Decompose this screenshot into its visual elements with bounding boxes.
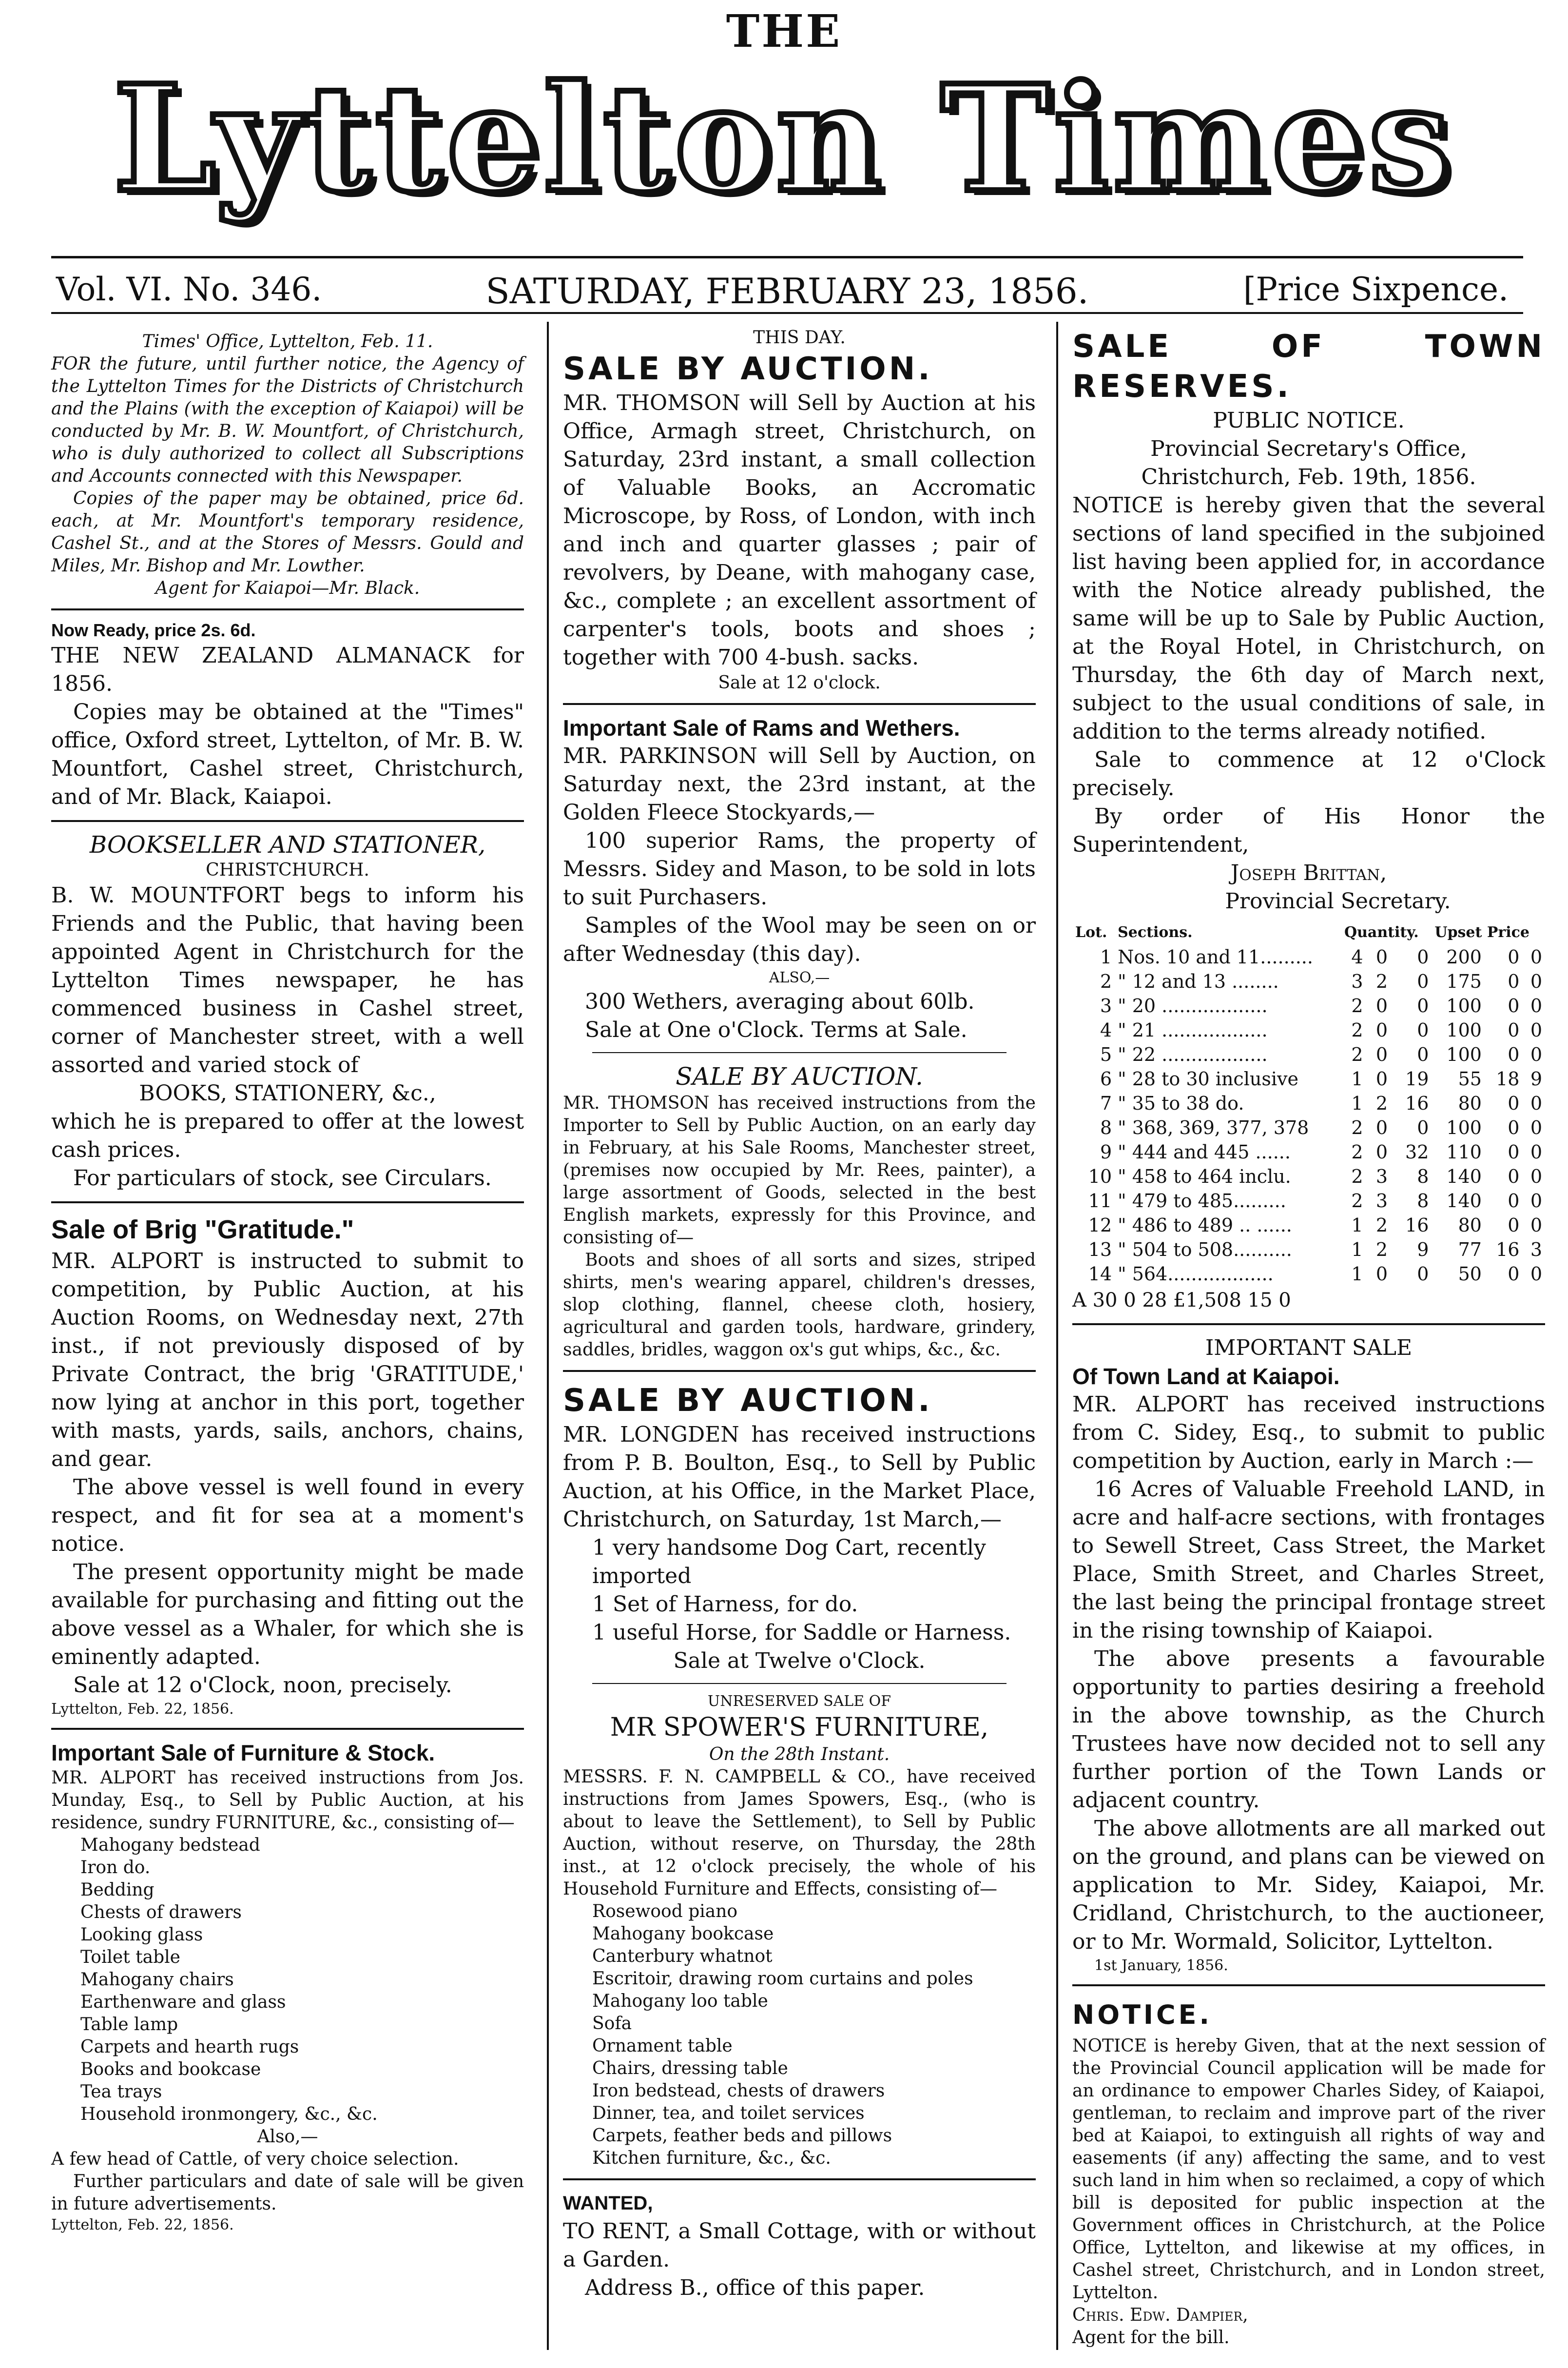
spower-items [592, 1900, 1036, 2170]
table-cell: 50 [1458, 1263, 1482, 1285]
table-row [1072, 1042, 1545, 1067]
list-item: Canterbury whatnot [592, 1946, 773, 1966]
table-cell: 140 [1446, 1166, 1482, 1187]
table-cell: " 22 .................. [1118, 1044, 1268, 1065]
lots-header-row [1072, 920, 1545, 945]
table-cell: 13 [1088, 1239, 1112, 1260]
list-item: 1 Set of Harness, for do. [592, 1592, 858, 1617]
lots-header-quantity: Quantity. [1344, 924, 1419, 941]
table-cell: 110 [1446, 1141, 1482, 1163]
table-row [1072, 1262, 1545, 1286]
table-cell: 80 [1458, 1093, 1482, 1114]
table-row [1072, 1164, 1545, 1189]
table-cell: 2 [1351, 1044, 1363, 1065]
spower-body: MESSRS. F. N. CAMPBELL & CO., have received instructions from James Spowers, Esq., (who is about to leave the Settlement), to Sell by Public Auction, without reserve, on Thursday, the 28th inst., at 12 o'clock precisely, the whole of his Household Furniture and Effects, consisting of— [563, 1767, 1036, 1899]
list-item: Mahogany loo table [592, 1991, 768, 2011]
rams-body: MR. PARKINSON will Sell by Auction, on Saturday next, the 23rd instant, at the Golden Fleece Stockyards,— [563, 744, 1036, 825]
table-cell: 4 [1100, 1019, 1112, 1041]
table-cell: 8 [1100, 1117, 1112, 1138]
table-cell: 0 [1375, 1263, 1388, 1285]
table-cell: 0 [1508, 971, 1520, 992]
table-cell: 100 [1446, 1019, 1482, 1041]
table-row [1072, 1067, 1545, 1091]
masthead-rule-bottom [51, 312, 1523, 314]
table-cell: 55 [1458, 1068, 1482, 1090]
price: [Price Sixpence. [1243, 271, 1509, 308]
table-cell: 0 [1530, 1044, 1542, 1065]
list-item: Chests of drawers [80, 1902, 242, 1922]
table-cell: 0 [1508, 1044, 1520, 1065]
list-item: Iron bedstead, chests of drawers [592, 2081, 885, 2101]
table-cell: 2 [1375, 971, 1388, 992]
goods-body: MR. THOMSON has received instructions from the Importer to Sell by Public Auction, on an early day in February, at his Sale Rooms, Manchester street, (premises now occupied by Mr. Rees, painter), a large assortment of Goods, selected in the best English markets, expressly for this Province, and consisting of— [563, 1093, 1036, 1248]
table-cell: Nos. 10 and 11......... [1118, 946, 1313, 968]
list-item: Sofa [592, 2014, 632, 2034]
list-item: Carpets and hearth rugs [80, 2037, 299, 2057]
river-notice [1072, 1995, 1545, 2349]
table-cell: 1 [1351, 1263, 1363, 1285]
list-item: Mahogany chairs [80, 1970, 234, 1990]
table-row [1072, 1213, 1545, 1237]
table-cell: 6 [1100, 1068, 1112, 1090]
kaiapoi-notice [1072, 1334, 1545, 1976]
table-row [1072, 945, 1545, 969]
furniture-date: Lyttelton, Feb. 22, 1856. [51, 2216, 234, 2233]
brig-p3: The present opportunity might be made available for purchasing and fitting out the above vessel as a Whaler, for which she is eminently adapted. [51, 1560, 524, 1669]
list-item: Mahogany bedstead [80, 1835, 260, 1855]
wanted-body: TO RENT, a Small Cottage, with or without a Garden. [563, 2219, 1036, 2272]
table-cell: 100 [1446, 995, 1482, 1017]
divider [51, 820, 524, 822]
table-cell: 2 [1375, 1214, 1388, 1236]
table-cell: 0 [1508, 1117, 1520, 1138]
table-cell: 3 [1375, 1166, 1388, 1187]
notice-body: NOTICE is hereby Given, that at the next session of the Provincial Council application will be made for an ordinance to empower Charles Sidey, of Kaiapoi, gentleman, to reclaim and improve part of the river bed at Kaiapoi, to extinguish all rights of way and easements (if any) affecting the same, and to vest such land in him when so reclaimed, a copy of which bill is deposited for public inspection at the Government offices in Christchurch, at the Police Office, Lyttelton, and likewise at my offices, in Cashel street, Christchurch, and in London street, Lyttelton. [1072, 2036, 1545, 2303]
table-cell: 0 [1375, 1117, 1388, 1138]
table-cell: 2 [1100, 971, 1112, 992]
furniture-further: Further particulars and date of sale will be given in future advertisements. [51, 2172, 524, 2214]
table-cell: 0 [1508, 1093, 1520, 1114]
kaiapoi-body: MR. ALPORT has received instructions from C. Sidey, Esq., to submit to public competition by Auction, early in March :— [1072, 1392, 1545, 1473]
spower-notice [563, 1692, 1036, 2170]
furniture-cattle: A few head of Cattle, of very choice selection. [51, 2149, 459, 2169]
table-row [1072, 1237, 1545, 1262]
wanted-notice [563, 2189, 1036, 2302]
table-cell: 11 [1088, 1190, 1112, 1212]
table-cell: 0 [1417, 995, 1429, 1017]
lots-header-price: Upset Price [1434, 924, 1529, 941]
table-cell: " 20 .................. [1118, 995, 1268, 1017]
table-cell: 0 [1530, 1214, 1542, 1236]
table-cell: 3 [1100, 995, 1112, 1017]
table-cell: " 486 to 489 .. ...... [1118, 1214, 1292, 1236]
list-item: Books and bookcase [80, 2059, 261, 2079]
table-cell: 0 [1417, 946, 1429, 968]
table-cell: " 35 to 38 do. [1118, 1093, 1244, 1114]
table-cell: 2 [1351, 1019, 1363, 1041]
table-cell: 0 [1508, 1214, 1520, 1236]
table-cell: 0 [1508, 1190, 1520, 1212]
bookseller-stock: BOOKS, STATIONERY, &c., [139, 1081, 436, 1106]
list-item: Household ironmongery, &c., &c. [80, 2104, 378, 2124]
table-cell: " 28 to 30 inclusive [1118, 1068, 1298, 1090]
table-cell: 0 [1508, 1166, 1520, 1187]
table-cell: " 458 to 464 inclu. [1118, 1166, 1291, 1187]
list-item: Kitchen furniture, &c., &c. [592, 2148, 831, 2168]
table-cell: " 444 and 445 ...... [1118, 1141, 1291, 1163]
table-cell: 0 [1530, 971, 1542, 992]
table-cell: 0 [1417, 1019, 1429, 1041]
furniture-body: MR. ALPORT has received instructions from Jos. Munday, Esq., to Sell by Public Auction, at his residence, sundry FURNITURE, &c., consisting of— [51, 1768, 524, 1833]
table-cell: 0 [1417, 1263, 1429, 1285]
table-cell: 0 [1508, 1141, 1520, 1163]
spower-sub: On the 28th Instant. [709, 1744, 890, 1764]
list-item: Iron do. [80, 1858, 151, 1878]
notice-title: NOTICE. [1072, 1999, 1213, 2030]
bookseller-body2: which he is prepared to offer at the lowest cash prices. [51, 1109, 524, 1162]
table-cell: 140 [1446, 1190, 1482, 1212]
agency-kaiapoi: Agent for Kaiapoi—Mr. Black. [155, 578, 420, 598]
table-cell: 18 [1496, 1068, 1520, 1090]
list-item: Carpets, feather beds and pillows [592, 2126, 892, 2146]
table-cell: " 504 to 508.......... [1118, 1239, 1292, 1260]
dogcart-body: MR. LONGDEN has received instructions from P. B. Boulton, Esq., to Sell by Public Auction, at his Office, in the Market Place, Christchurch, on Saturday, 1st March,— [563, 1422, 1036, 1532]
volume-number: Vol. VI. No. 346. [56, 271, 322, 308]
kaiapoi-date: 1st January, 1856. [1094, 1957, 1228, 1974]
table-cell: 2 [1351, 1141, 1363, 1163]
table-cell: 16 [1405, 1214, 1429, 1236]
column-separator-2 [1056, 322, 1058, 2350]
divider [563, 1370, 1036, 1372]
table-cell: 0 [1530, 1141, 1542, 1163]
brig-body: MR. ALPORT is instructed to submit to competition, by Public Auction, at his Auction Rooms, on Wednesday next, 27th inst., if not previously disposed of by Private Contract, the brig 'GRATITUDE,' now lying at anchor in this port, together with masts, yards, sails, anchors, chains, and gear. [51, 1249, 524, 1471]
table-cell: 1 [1100, 946, 1112, 968]
goods-title: SALE BY AUCTION. [676, 1062, 923, 1091]
list-item: Dinner, tea, and toilet services [592, 2103, 865, 2123]
table-cell: 3 [1351, 971, 1363, 992]
table-cell: 1 [1351, 1239, 1363, 1260]
agency-place: Times' Office, Lyttelton, Feb. 11. [142, 332, 433, 352]
table-cell: 0 [1375, 946, 1388, 968]
table-cell: 0 [1375, 995, 1388, 1017]
agency-notice [51, 331, 524, 600]
books-notice [563, 327, 1036, 694]
table-cell: 0 [1530, 1263, 1542, 1285]
rams-notice [563, 714, 1036, 1044]
lots-header-sections: Sections. [1118, 924, 1193, 941]
furniture-also: Also,— [257, 2127, 318, 2147]
table-cell: 9 [1100, 1141, 1112, 1163]
table-cell: 1 [1351, 1068, 1363, 1090]
table-cell: 0 [1375, 1068, 1388, 1090]
rams-also: ALSO,— [769, 969, 830, 986]
bookseller-notice [51, 831, 524, 1193]
divider [563, 703, 1036, 705]
list-item: 1 useful Horse, for Saddle or Harness. [592, 1620, 1011, 1645]
books-kicker: THIS DAY. [753, 328, 846, 348]
reserves-title: SALE OF TOWN RESERVES. [1072, 329, 1545, 405]
table-cell: 0 [1417, 1044, 1429, 1065]
reserves-total: A 30 0 28 £1,508 15 0 [1072, 1289, 1291, 1311]
table-cell: 80 [1458, 1214, 1482, 1236]
brig-p4: Sale at 12 o'Clock, noon, precisely. [73, 1673, 452, 1698]
divider [592, 1683, 1007, 1684]
table-cell: 0 [1417, 971, 1429, 992]
wanted-address: Address B., office of this paper. [585, 2275, 925, 2300]
lots-table-body [1072, 945, 1545, 1286]
reserves-p3: By order of His Honor the Superintendent, [1072, 804, 1545, 857]
table-cell: 0 [1417, 1117, 1429, 1138]
table-cell: 2 [1351, 1166, 1363, 1187]
brig-notice [51, 1212, 524, 1719]
lots-header-lot: Lot. [1075, 924, 1107, 941]
divider [563, 2178, 1036, 2180]
bookseller-title: BOOKSELLER AND STATIONER, [89, 831, 486, 859]
books-body: MR. THOMSON will Sell by Auction at his Office, Armagh street, Christchurch, on Saturday, 23rd instant, a small collection of Valuable Books, an Accromatic Microscope, by Ross, of London, with inch and inch and quarter glasses ; pair of revolvers, by Deane, with mahogany case, &c., complete ; an excellent assortment of carpenter's tools, boots and shoes ; together with 700 4-bush. sacks. [563, 391, 1036, 670]
reserves-sub: PUBLIC NOTICE. [1213, 408, 1405, 433]
table-cell: 1 [1351, 1093, 1363, 1114]
table-row [1072, 1140, 1545, 1164]
bookseller-body3: For particulars of stock, see Circulars. [73, 1166, 492, 1191]
table-row [1072, 1116, 1545, 1140]
table-cell: 0 [1508, 995, 1520, 1017]
reserves-office: Provincial Secretary's Office, [1150, 436, 1467, 461]
list-item: Earthenware and glass [80, 1992, 286, 2012]
table-cell: 0 [1508, 946, 1520, 968]
kaiapoi-p3: The above presents a favourable opportunity to parties desiring a freehold in the above township, as the Church Trustees have now decided not to sell any further portion of the Town Lands or adjacent country. [1072, 1646, 1545, 1813]
spower-kicker: UNRESERVED SALE OF [707, 1693, 891, 1710]
kaiapoi-kicker: IMPORTANT SALE [1205, 1335, 1413, 1360]
list-item: Toilet table [80, 1947, 180, 1967]
reserves-sig2: Provincial Secretary. [1225, 889, 1451, 914]
masthead-title-text: Lyttelton Times [113, 53, 1455, 225]
brig-date: Lyttelton, Feb. 22, 1856. [51, 1701, 234, 1718]
table-cell: 8 [1417, 1166, 1429, 1187]
rams-p5: Sale at One o'Clock. Terms at Sale. [585, 1018, 968, 1042]
masthead-rule-top [51, 256, 1523, 258]
reserves-notice [1072, 327, 1545, 1314]
table-cell: 2 [1375, 1239, 1388, 1260]
table-cell: 12 [1088, 1214, 1112, 1236]
list-item: Chairs, dressing table [592, 2058, 788, 2078]
dogcart-title: SALE BY AUCTION. [563, 1383, 933, 1419]
table-cell: 19 [1405, 1068, 1429, 1090]
divider [51, 1728, 524, 1730]
rams-title: Important Sale of Rams and Wethers. [563, 715, 960, 741]
table-cell: 32 [1405, 1141, 1429, 1163]
list-item: Escritoir, drawing room curtains and poles [592, 1969, 973, 1989]
table-cell: 9 [1417, 1239, 1429, 1260]
table-cell: 0 [1530, 1190, 1542, 1212]
masthead-title [10, 53, 1558, 225]
table-cell: 175 [1446, 971, 1482, 992]
table-cell: 0 [1375, 1141, 1388, 1163]
spower-title: MR SPOWER'S FURNITURE, [610, 1713, 989, 1742]
table-row [1072, 969, 1545, 994]
furniture-notice [51, 1739, 524, 2235]
rams-p4: 300 Wethers, averaging about 60lb. [585, 989, 975, 1014]
table-cell: 100 [1446, 1117, 1482, 1138]
reserves-sig: Joseph Brittan, [1230, 861, 1387, 885]
list-item: Tea trays [80, 2082, 162, 2102]
table-cell: " 368, 369, 377, 378 [1118, 1117, 1309, 1138]
table-cell: 0 [1508, 1019, 1520, 1041]
column-separator-1 [547, 322, 549, 2350]
column-2 [563, 322, 1036, 2360]
table-cell: 2 [1351, 995, 1363, 1017]
wanted-title: WANTED, [563, 2192, 653, 2214]
table-cell: 0 [1530, 995, 1542, 1017]
table-cell: 200 [1446, 946, 1482, 968]
table-cell: 0 [1530, 1166, 1542, 1187]
rams-p2: 100 superior Rams, the property of Messrs. Sidey and Mason, to be sold in lots to suit Purchasers. [563, 828, 1036, 910]
dogcart-notice [563, 1381, 1036, 1675]
divider [51, 1201, 524, 1203]
books-time: Sale at 12 o'clock. [718, 673, 881, 693]
notice-sig: Chris. Edw. Dampier, [1072, 2305, 1248, 2325]
table-cell: 0 [1530, 1019, 1542, 1041]
almanack-title: THE NEW ZEALAND ALMANACK for 1856. [51, 643, 524, 696]
list-item: Mahogany bookcase [592, 1924, 774, 1944]
kaiapoi-title: Of Town Land at Kaiapoi. [1072, 1364, 1340, 1389]
furniture-items [80, 1834, 524, 2126]
dogcart-items [592, 1534, 1036, 1647]
table-cell: 16 [1405, 1093, 1429, 1114]
table-cell: 16 [1496, 1239, 1520, 1260]
table-cell: 0 [1375, 1044, 1388, 1065]
table-row [1072, 1018, 1545, 1042]
table-cell: 1 [1351, 1214, 1363, 1236]
bookseller-place: CHRISTCHURCH. [206, 860, 369, 880]
table-cell: 9 [1530, 1068, 1542, 1090]
issue-date: SATURDAY, FEBRUARY 23, 1856. [485, 271, 1089, 312]
table-cell: 8 [1417, 1190, 1429, 1212]
divider [1072, 1984, 1545, 1986]
table-cell: 7 [1100, 1093, 1112, 1114]
column-3 [1072, 322, 1545, 2360]
table-cell: 0 [1375, 1019, 1388, 1041]
table-cell: 4 [1351, 946, 1363, 968]
table-row [1072, 994, 1545, 1018]
almanack-ready: Now Ready, price 2s. 6d. [51, 620, 256, 640]
goods-p2: Boots and shoes of all sorts and sizes, striped shirts, men's wearing apparel, children's dresses, slop clothing, flannel, cheese cloth, hosiery, agricultural and garden tools, hardware, grindery, saddles, bridles, waggon ox's gut whips, &c., &c. [563, 1250, 1036, 1360]
table-cell: 0 [1530, 946, 1542, 968]
list-item: Table lamp [80, 2015, 178, 2035]
table-cell: 2 [1375, 1093, 1388, 1114]
notice-sig2: Agent for the bill. [1072, 2328, 1230, 2348]
lots-table [1072, 920, 1545, 1286]
dogcart-time: Sale at Twelve o'Clock. [673, 1648, 926, 1673]
table-cell: 14 [1088, 1263, 1112, 1285]
brig-title: Sale of Brig "Gratitude." [51, 1215, 354, 1244]
table-cell: " 479 to 485......... [1118, 1190, 1286, 1212]
table-cell: 100 [1446, 1044, 1482, 1065]
rams-p3: Samples of the Wool may be seen on or after Wednesday (this day). [563, 913, 1036, 966]
almanack-notice [51, 619, 524, 811]
divider [1072, 1323, 1545, 1325]
list-item: Bedding [80, 1880, 155, 1900]
reserves-p2: Sale to commence at 12 o'Clock precisely. [1072, 747, 1545, 801]
table-cell: " 12 and 13 ........ [1118, 971, 1279, 992]
table-cell: 0 [1530, 1117, 1542, 1138]
table-cell: 3 [1375, 1190, 1388, 1212]
list-item: Ornament table [592, 2036, 733, 2056]
table-cell: 5 [1100, 1044, 1112, 1065]
reserves-body: NOTICE is hereby given that the several sections of land specified in the subjoined list having been applied for, in accordance with the Notice already published, the same will be up to Sale by Public Auction, at the Royal Hotel, in Christchurch, on Thursday, the 6th day of March next, subject to the usual conditions of sale, in addition to the terms already notified. [1072, 493, 1545, 744]
table-cell: " 21 .................. [1118, 1019, 1268, 1041]
agency-copies: Copies of the paper may be obtained, price 6d. each, at Mr. Mountfort's temporary residence, Cashel St., and at the Stores of Messrs. Gould and Miles, Mr. Bishop and Mr. Lowther. [51, 489, 524, 576]
list-item: 1 very handsome Dog Cart, recently imported [592, 1535, 986, 1588]
kaiapoi-p2: 16 Acres of Valuable Freehold LAND, in acre and half-acre sections, with frontages to Sewell Street, Cass Street, the Market Place, Smith Street, and Charles Street, the last being the principal frontage street in the rising township of Kaiapoi. [1072, 1477, 1545, 1643]
table-row [1072, 1091, 1545, 1116]
brig-p2: The above vessel is well found in every respect, and fit for sea at a moment's notice. [51, 1475, 524, 1556]
divider [592, 1052, 1007, 1053]
reserves-date: Christchurch, Feb. 19th, 1856. [1141, 465, 1476, 489]
masthead-the: THE [726, 5, 842, 58]
table-cell: 3 [1530, 1239, 1542, 1260]
column-1 [51, 322, 524, 2360]
table-cell: 2 [1351, 1190, 1363, 1212]
almanack-body: Copies may be obtained at the "Times" office, Oxford street, Lyttelton, of Mr. B. W. Mountfort, Cashel street, Christchurch, and of Mr. Black, Kaiapoi. [51, 700, 524, 809]
table-cell: 77 [1458, 1239, 1482, 1260]
books-title: SALE BY AUCTION. [563, 351, 933, 387]
divider [51, 608, 524, 610]
list-item: Rosewood piano [592, 1901, 738, 1921]
kaiapoi-p4: The above allotments are all marked out on the ground, and plans can be viewed on application to Mr. Sidey, Kaiapoi, Mr. Cridland, Christchurch, to the auctioneer, or to Mr. Wormald, Solicitor, Lyttelton. [1072, 1816, 1545, 1954]
table-cell: 2 [1351, 1117, 1363, 1138]
furniture-title: Important Sale of Furniture & Stock. [51, 1740, 435, 1765]
table-cell: 0 [1508, 1263, 1520, 1285]
table-cell: " 564.................. [1118, 1263, 1274, 1285]
table-cell: 0 [1530, 1093, 1542, 1114]
table-cell: 10 [1088, 1166, 1112, 1187]
bookseller-body: B. W. MOUNTFORT begs to inform his Friends and the Public, that having been appointed Agent in Christchurch for the Lyttelton Times newspaper, he has commenced business in Cashel street, corner of Manchester street, with a well assorted and varied stock of [51, 883, 524, 1077]
goods-notice [563, 1061, 1036, 1361]
table-row [1072, 1189, 1545, 1213]
list-item: Looking glass [80, 1925, 203, 1945]
agency-body: FOR the future, until further notice, the Agency of the Lyttelton Times for the Districts of Christchurch and the Plains (with the exception of Kaiapoi) will be conducted by Mr. B. W. Mountfort, of Christchurch, who is duly authorized to collect all Subscriptions and Accounts connected with this Newspaper. [51, 354, 524, 486]
